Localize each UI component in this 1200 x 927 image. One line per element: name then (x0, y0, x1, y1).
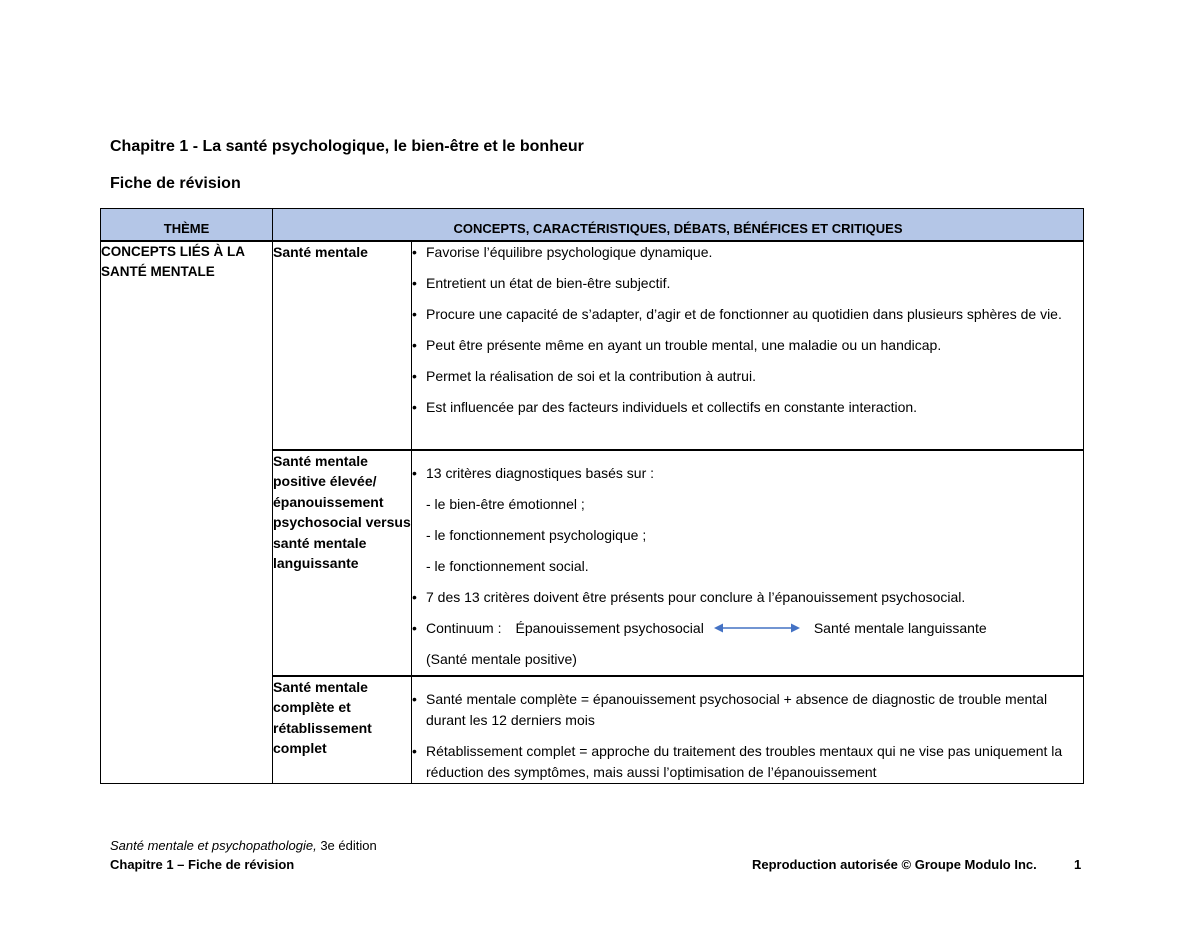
items-cell (412, 450, 1084, 676)
footer-rights: Reproduction autorisée © Groupe Modulo Inc. (752, 857, 1037, 872)
continuum-item: • Continuum : Épanouissement psychosocial Santé mentale languissante (412, 618, 1083, 639)
bullet-item: • 7 des 13 critères doivent être présents pour conclure à l’épanouissement psychosocial. (412, 588, 966, 605)
bullet-item: • Procure une capacité de s’adapter, d’agir et de fonctionner au quotidien dans plusieurs sphères de vie. (412, 305, 1062, 322)
table-header-row (101, 209, 1084, 241)
page-title: Chapitre 1 - La santé psychologique, le bien-être et le bonheur (110, 138, 584, 155)
page-subtitle: Fiche de révision (110, 175, 241, 192)
revision-table (100, 208, 1084, 784)
sub-item: - le fonctionnement social. (426, 557, 589, 574)
bullet-item: • Peut être présente même en ayant un trouble mental, une maladie ou un handicap. (412, 336, 942, 353)
table-row (101, 241, 1084, 450)
continuum-note: (Santé mentale positive) (426, 650, 577, 667)
items-cell (412, 676, 1084, 784)
footer-book: Santé mentale et psychopathologie, 3e édition (110, 838, 377, 853)
bullet-item: • Rétablissement complet = approche du traitement des troubles mentaux qui ne vise pas uniquement la réduction des symptômes, mais aussi l’optimisation de l’épanouissement (412, 742, 1063, 780)
page-number: 1 (1074, 857, 1082, 872)
concept-cell: Santé mentale positive élevée/ épanouissement psychosocial versus santé mentale languissante (273, 450, 412, 676)
sub-item: - le fonctionnement psychologique ; (426, 526, 647, 543)
continuum-label: Continuum : (426, 619, 502, 636)
header-concepts: CONCEPTS, CARACTÉRISTIQUES, DÉBATS, BÉNÉFICES ET CRITIQUES (273, 209, 1084, 241)
concept-cell: Santé mentale (273, 241, 412, 450)
bullet-item: • Santé mentale complète = épanouissement psychosocial + absence de diagnostic de trouble mental durant les 12 derniers mois (412, 690, 1048, 728)
continuum-left: Épanouissement psychosocial (515, 619, 704, 636)
bullet-item: • Entretient un état de bien-être subjectif. (412, 274, 671, 291)
theme-cell: CONCEPTS LIÉS À LA SANTÉ MENTALE (101, 241, 273, 784)
sub-item: - le bien-être émotionnel ; (426, 495, 585, 512)
bullet-item: • Est influencée par des facteurs individuels et collectifs en constante interaction. (412, 398, 918, 415)
continuum-right: Santé mentale languissante (813, 619, 987, 636)
footer-chapter: Chapitre 1 – Fiche de révision (110, 857, 295, 872)
double-arrow-icon (714, 622, 800, 634)
bullet-item: • Permet la réalisation de soi et la contribution à autrui. (412, 367, 756, 384)
bullet-item: • 13 critères diagnostiques basés sur : (412, 464, 655, 481)
concept-cell: Santé mentale complète et rétablissement complet (273, 676, 412, 784)
bullet-item: • Favorise l’équilibre psychologique dynamique. (412, 243, 713, 260)
header-theme: THÈME (101, 209, 273, 241)
items-cell (412, 241, 1084, 450)
